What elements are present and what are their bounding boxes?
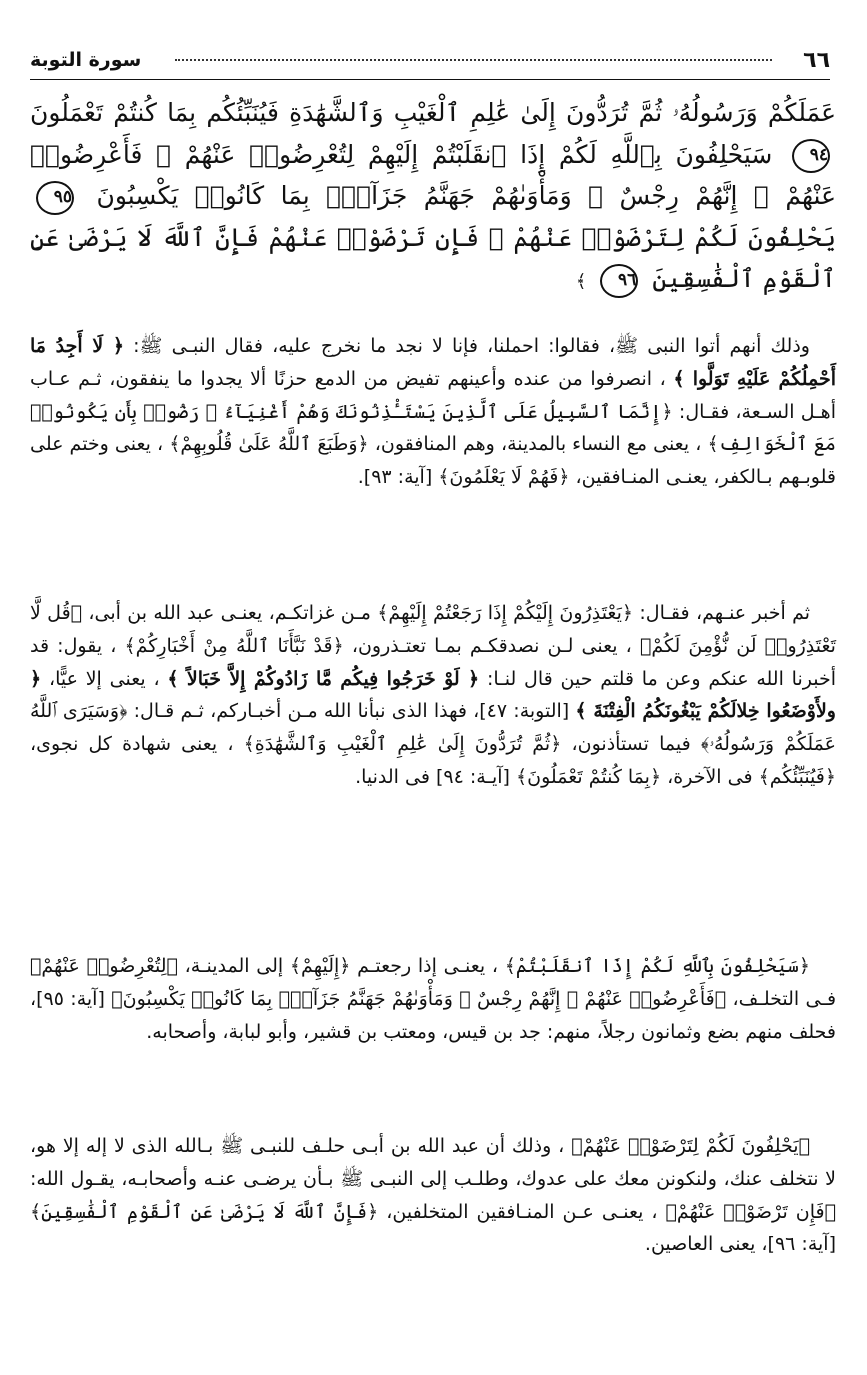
- quote: ﴿فَإِنَّ ٱللَّهَ لَا يَرْضَىٰ عَنِ ٱلْقَوْمِ ٱلْفَٰسِقِينَ﴾: [30, 1200, 379, 1223]
- quote: ﴿ لَا أَجِدُ مَا أَحْمِلُكُمْ عَلَيْهِ تَوَلَّوا ﴾: [30, 335, 836, 390]
- tafsir-text: فيما تستأذنون،: [571, 733, 691, 756]
- verse-reference: [آية: ٩٣].: [357, 466, 433, 489]
- tafsir-text: ، يعنى شهادة كل نجوى،: [30, 733, 234, 756]
- sura-name: سورة التوبة: [30, 49, 142, 71]
- tafsir-text: [التوبة: ٤٧]، فهذا الذى نبأنا الله مـن أخبـاركم، ثـم قـال:: [133, 700, 570, 723]
- tafsir-text: ، وذلك أن عبد الله بن أبـى حلـف للنبـى ﷺ بـالله الذى لا إله إلا هو، لا نتخلف عنك، ولنكونن معك على عدوك، وطلـب إلى النبـى ﷺ بـأن يرضـى عنـه وأصحابـه، يقـول الله:: [30, 1135, 836, 1190]
- quote: ﴿سَيَحْلِفُونَ بِٱللَّهِ لَكُمْ إِذَا ٱنقَلَبْتُمْ﴾: [504, 955, 810, 977]
- quote: ﴿قُل لَّا تَعْتَذِرُوا۟ لَن نُّؤْمِنَ لَكُمْ﴾: [30, 602, 836, 657]
- quote: ﴿وَسَيَرَى ٱللَّهُ عَمَلَكُمْ وَرَسُولُهُۥ﴾: [30, 700, 836, 756]
- tafsir-text: ، يعنى مع النساء بالمدينة، وهم المنافقون،: [374, 433, 702, 456]
- tafsir-text: ، يعنـى إذا رجعتـم: [357, 955, 499, 977]
- verse-end-ornament: ﴾: [575, 271, 587, 292]
- quote: ﴿وَطَبَعَ ٱللَّهُ عَلَىٰ قُلُوبِهِمْ﴾: [169, 433, 369, 456]
- verse-marker-95: ٩٥: [36, 181, 74, 215]
- tafsir-text: ، انصرفوا من عنده وأعينهم تفيض من الدمع حزنًا ألا يجدوا ما ينفقون، ثـم عـاب أهـل السـعة، فقـال:: [30, 367, 836, 423]
- quote: ﴿فَأَعْرِضُوا۟ عَنْهُمْ ۖ إِنَّهُمْ رِجْسٌ ۖ وَمَأْوَىٰهُمْ جَهَنَّمُ جَزَآءًۢ بِمَا كَانُوا۟ يَكْسِبُونَ﴾: [111, 987, 727, 1010]
- tafsir-text: ، يعنـى عـن المنـافقين المتخلفين،: [386, 1200, 658, 1223]
- verse-marker-94: ٩٤: [792, 139, 830, 173]
- header-dotted-leader: [175, 59, 772, 61]
- tafsir-text: مـن غزاتكـم، يعنـى عبد الله بن أبى،: [88, 602, 371, 624]
- verse-marker-96: ٩٦: [600, 264, 638, 298]
- tafsir-text: ، يعنى لـن نصدقكـم بمـا تعتـذرون،: [351, 634, 632, 657]
- verse-95-text: سَيَحْلِفُونَ بِٱللَّهِ لَكُمْ إِذَا ٱنقَلَبْتُمْ إِلَيْهِمْ لِتُعْرِضُوا۟ عَنْهُمْ ۖ فَأَعْرِضُوا۟ عَنْهُمْ ۖ إِنَّهُمْ رِجْسٌ ۖ وَمَأْوَىٰهُمْ جَهَنَّمُ جَزَآءًۢ بِمَا كَانُوا۟ يَكْسِبُونَ: [30, 139, 836, 210]
- quote: ﴿ ولأَوْضَعُوا خِلالَكُمْ يَبْغُونَكُمُ الْفِتْنَةَ ﴾: [30, 667, 836, 723]
- quote: ﴿يَحْلِفُونَ لَكُمْ لِتَرْضَوْا۟ عَنْهُمْ﴾: [571, 1135, 810, 1157]
- tafsir-text: فى الآخرة،: [667, 765, 753, 788]
- page-header: [30, 45, 830, 80]
- tafsir-paragraph-3: [30, 950, 836, 1048]
- quote: ﴿بِمَا كُنتُمْ تَعْمَلُونَ﴾: [516, 765, 662, 788]
- verse-94-text: عَمَلَكُمْ وَرَسُولُهُۥ ثُمَّ تُرَدُّونَ إِلَىٰ عَٰلِمِ ٱلْغَيْبِ وَٱلشَّهَٰدَةِ فَيُنَبِّئُكُم بِمَا كُنتُمْ تَعْمَلُونَ: [30, 98, 836, 127]
- tafsir-text: وذلك أنهم أتوا النبى ﷺ، فقالوا: احملنا، فإنا لا نجد ما نخرج عليه، فقال النبـى ﷺ:: [133, 335, 810, 357]
- tafsir-paragraph-2: [30, 597, 836, 794]
- tafsir-text: ثم أخبر عنـهم، فقـال:: [639, 602, 810, 624]
- tafsir-text: إلى المدينـة،: [184, 955, 284, 977]
- quote: ﴿ثُمَّ تُرَدُّونَ إِلَىٰ عَٰلِمِ ٱلْغَيْبِ وَٱلشَّهَٰدَةِ﴾: [243, 733, 562, 756]
- quote: ﴿إِلَيْهِمْ﴾: [289, 955, 351, 977]
- quran-verses: [30, 92, 836, 303]
- page-number: ٦٦: [803, 48, 830, 73]
- verse-96-text: يَحْلِفُونَ لَكُمْ لِتَرْضَوْا۟ عَنْهُمْ ۖ فَإِن تَرْضَوْا۟ عَنْهُمْ فَإِنَّ ٱللَّهَ لَا يَرْضَىٰ عَنِ ٱلْقَوْمِ ٱلْفَٰسِقِينَ: [30, 222, 836, 293]
- tafsir-paragraph-4: [30, 1130, 836, 1261]
- tafsir-text: ، يعنى وختم على قلوبـهم بـالكفر، يعنـى المنـافقين،: [30, 433, 836, 489]
- quote: ﴿إِنَّمَا ٱلسَّبِيلُ عَلَى ٱلَّذِينَ يَسْتَـْٔذِنُونَكَ وَهُمْ أَغْنِيَآءُ ۚ رَضُوا۟ بِأَن يَكُونُوا۟ مَعَ ٱلْخَوَالِفِ﴾: [30, 400, 836, 456]
- quote: ﴿قَدْ نَبَّأَنَا ٱللَّهُ مِنْ أَخْبَارِكُمْ﴾: [124, 634, 344, 657]
- quote: ﴿فَإِن تَرْضَوْا۟ عَنْهُمْ﴾: [665, 1200, 837, 1223]
- tafsir-text: [آيـة: ٩٤] فى الدنيا.: [355, 765, 510, 788]
- quote: ﴿يَعْتَذِرُونَ إِلَيْكُمْ إِذَا رَجَعْتُمْ إِلَيْهِمْ﴾: [377, 602, 634, 624]
- tafsir-text: ، يقول: قد أخبرنا الله عنكم وعن ما قلتم حين قال لنـا:: [30, 634, 836, 690]
- quote: ﴿ لَوْ خَرَجُوا فِيكُم مَّا زَادُوكُمْ إِلاَّ خَبَالاً ﴾: [167, 667, 480, 690]
- quote: ﴿لِتُعْرِضُوا۟ عَنْهُمْ﴾: [30, 955, 178, 977]
- quote: ﴿فَهُمْ لَا يَعْلَمُونَ﴾: [438, 466, 570, 489]
- tafsir-paragraph-1: [30, 330, 836, 494]
- tafsir-text: [آية: ٩٥]، فحلف منهم بضع وثمانون رجلاً، منهم: جد بن قيس، ومعتب بن قشير، وأبو لبابة، وأصحابه.: [30, 987, 836, 1043]
- tafsir-text: [آية: ٩٦]، يعنى العاصين.: [644, 1233, 836, 1256]
- tafsir-text: فـى التخلـف،: [732, 987, 837, 1010]
- quote: ﴿فَيُنَبِّئُكُم﴾: [758, 765, 836, 788]
- tafsir-text: ، يعنى إلا عيًّا،: [48, 667, 160, 690]
